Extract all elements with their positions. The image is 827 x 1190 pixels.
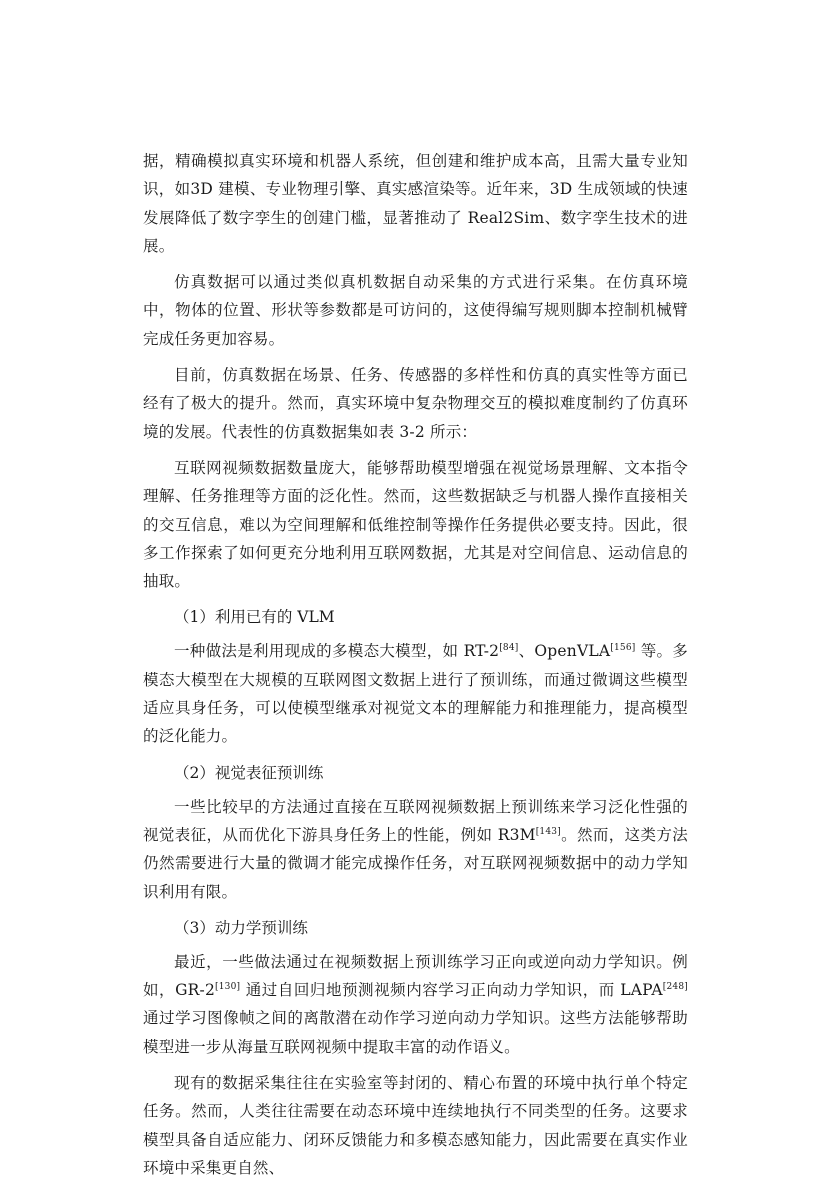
paragraph — [143, 637, 688, 750]
paragraph-text: 等。多模态大模型在大规模的互联网图文数据上进行了预训练，而通过微调这些模型适应具身任务，可以使模型继承对视觉文本的理解能力和推理能力，提高模型的泛化能力。 — [143, 642, 688, 746]
paragraph: 现有的数据采集往往在实验室等封闭的、精心布置的环境中执行单个特定任务。然而，人类往往需要在动态环境中连续地执行不同类型的任务。这要求模型具备自适应能力、闭环反馈能力和多模态感知能力，因此需要在真实作业环境中采集更自然、 — [143, 1074, 688, 1177]
paragraph-text: 通过自回归地预测视频内容学习正向动力学知识，而 LAPA — [240, 981, 663, 1000]
citation-ref[interactable]: [156] — [610, 643, 636, 654]
citation-ref[interactable]: [130] — [215, 982, 241, 993]
paragraph: 目前，仿真数据在场景、任务、传感器的多样性和仿真的真实性等方面已经有了极大的提升。然而，真实环境中复杂物理交互的模拟难度制约了仿真环境的发展。代表性的仿真数据集如表 3-2 所示： — [143, 366, 688, 441]
paragraph: 据，精确模拟真实环境和机器人系统，但创建和维护成本高，且需大量专业知识，如3D 建模、专业物理引擎、真实感渲染等。近年来，3D 生成领域的快速发展降低了数字孪生的创建门槛，显著推动了 Real2Sim、数字孪生技术的进展。 — [143, 152, 688, 255]
citation-ref[interactable]: [248] — [662, 982, 688, 993]
paragraph — [143, 948, 688, 1061]
paragraph: 互联网视频数据数量庞大，能够帮助模型增强在视觉场景理解、文本指令理解、任务推理等方面的泛化性。然而，这些数据缺乏与机器人操作直接相关的交互信息，难以为空间理解和低维控制等操作任务提供必要支持。因此，很多工作探索了如何更充分地利用互联网数据，尤其是对空间信息、运动信息的抽取。 — [143, 458, 688, 591]
paragraph-text: 通过学习图像帧之间的离散潜在动作学习逆向动力学知识。这些方法能够帮助模型进一步从海量互联网视频中提取丰富的动作语义。 — [143, 1009, 688, 1056]
page-body — [143, 147, 688, 1190]
paragraph-text: 。然而，这类方法仍然需要进行大量的微调才能完成操作任务，对互联网视频数据中的动力学知识利用有限。 — [143, 825, 688, 901]
paragraph — [143, 793, 688, 906]
paragraph-text: 一种做法是利用现成的多模态大模型，如 RT-2 — [174, 642, 500, 661]
citation-ref[interactable]: [143] — [535, 826, 561, 837]
paragraph-text: 最近，一些做法通过在视频数据上预训练学习正向或逆向动力学知识。例如，GR-2 — [143, 952, 688, 1000]
paragraph-text: 一些比较早的方法通过直接在互联网视频数据上预训练来学习泛化性强的视觉表征，从而优化下游具身任务上的性能，例如 R3M — [143, 797, 688, 844]
paragraph-text: 、OpenVLA — [518, 642, 611, 661]
citation-ref[interactable]: [84] — [499, 643, 519, 654]
section-heading: （1）利用已有的 VLM — [174, 608, 335, 627]
section-heading: （2）视觉表征预训练 — [174, 763, 324, 782]
paragraph: 仿真数据可以通过类似真机数据自动采集的方式进行采集。在仿真环境中，物体的位置、形状等参数都是可访问的，这使得编写规则脚本控制机械臂完成任务更加容易。 — [143, 273, 688, 348]
section-heading: （3）动力学预训练 — [174, 918, 308, 937]
